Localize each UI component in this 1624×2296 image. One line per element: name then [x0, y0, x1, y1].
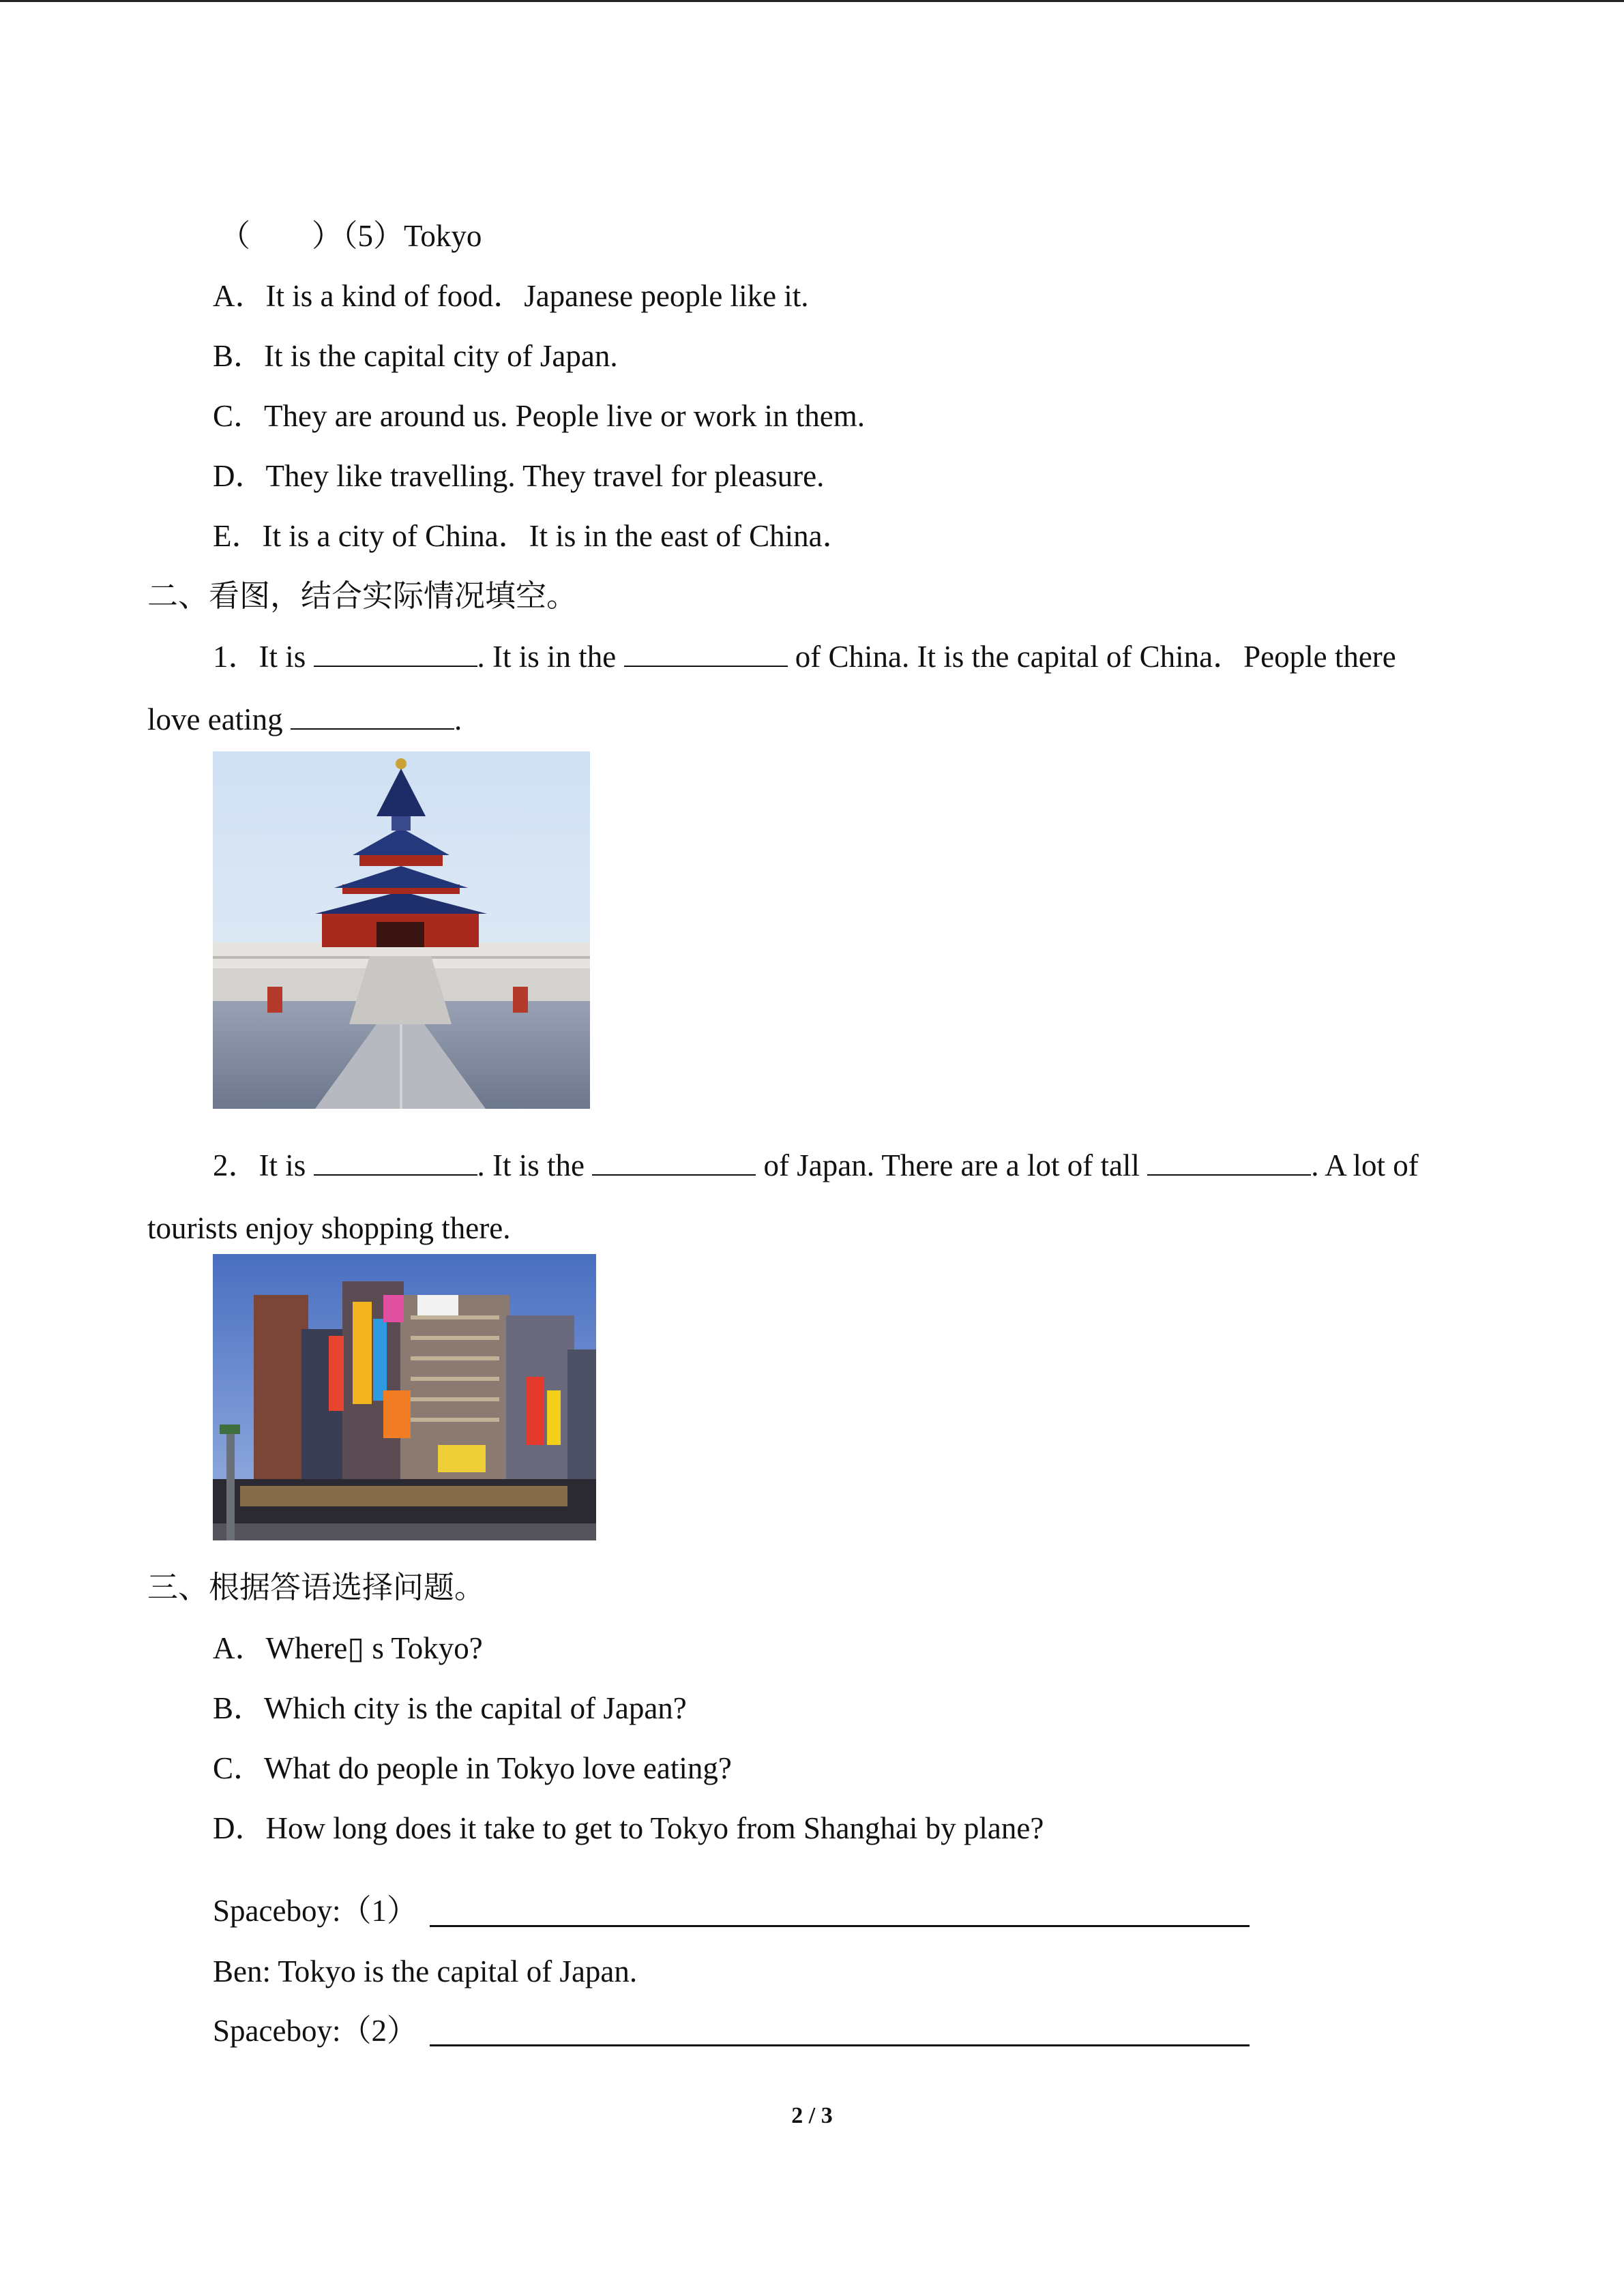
matching-item-5: （ ）（5）Tokyo [220, 219, 482, 253]
blank-field[interactable] [314, 638, 477, 667]
option-d: D．They like travelling. They travel for pleasure. [213, 459, 825, 493]
option-b: B．It is the capital city of Japan. [213, 339, 618, 373]
section-2-heading: 二、看图，结合实际情况填空。 [147, 579, 578, 613]
blank-field[interactable] [624, 638, 788, 667]
dialogue-spaceboy-2-label: Spaceboy:（2） [213, 2014, 417, 2048]
fill-question-1-line2: love eating . [147, 702, 462, 736]
blank-field[interactable] [291, 701, 454, 730]
page-number: 2 / 3 [791, 2103, 833, 2128]
option-e: E．It is a city of China．It is in the east of China． [213, 519, 853, 553]
question-option-d: D．How long does it take to get to Tokyo from Shanghai by plane? [213, 1811, 1044, 1845]
blank-field[interactable] [1147, 1147, 1311, 1176]
tokyo-street-photo [213, 1254, 596, 1540]
top-border [0, 0, 1624, 2]
dialogue-spaceboy-1-label: Spaceboy:（1） [213, 1894, 417, 1928]
fill-question-2-line2: tourists enjoy shopping there. [147, 1211, 511, 1245]
question-option-b: B．Which city is the capital of Japan? [213, 1691, 687, 1725]
blank-field[interactable] [592, 1147, 756, 1176]
answer-line-1[interactable] [430, 1925, 1250, 1927]
answer-line-2[interactable] [430, 2044, 1250, 2046]
dialogue-ben: Ben: Tokyo is the capital of Japan. [213, 1954, 638, 1988]
fill-question-2-line1: 2．It is . It is the of Japan. There are a lot of tall . A lot of [213, 1148, 1419, 1182]
section-3-heading: 三、根据答语选择问题。 [147, 1570, 486, 1605]
question-option-c: C．What do people in Tokyo love eating? [213, 1751, 732, 1785]
fill-question-1-line1: 1．It is . It is in the of China. It is the capital of China．People there [213, 640, 1396, 674]
question-option-a: A．Where▯ s Tokyo? [213, 1631, 483, 1665]
blank-field[interactable] [314, 1147, 477, 1176]
option-c: C．They are around us. People live or work in them. [213, 399, 866, 433]
temple-of-heaven-photo [213, 751, 590, 1109]
option-a: A．It is a kind of food．Japanese people like it. [213, 279, 809, 313]
